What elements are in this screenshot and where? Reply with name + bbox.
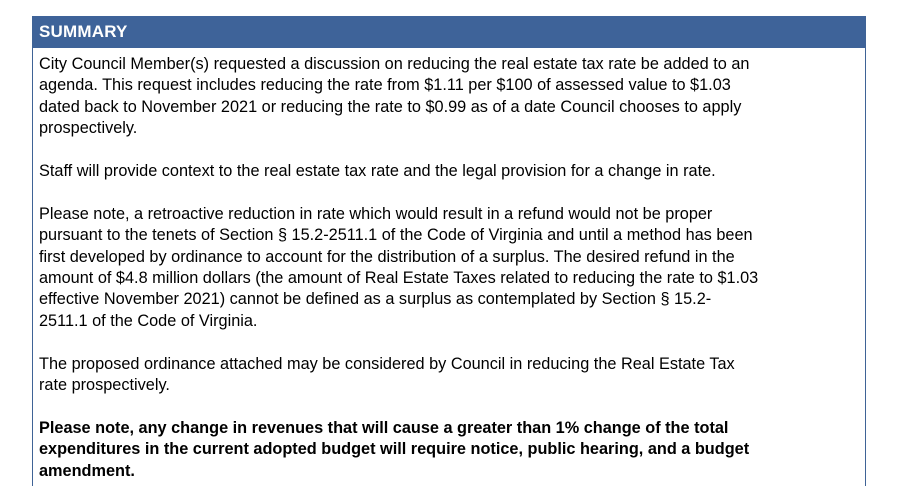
paragraph-retroactive-note: Please note, a retroactive reduction in rate which would result in a refund would not be proper pursuant to the tenets of Section § 15.2-2511.1 of the Code of Virginia and until a method has been first developed by ordinance to account for the distribution of a surplus. The desired refund in the amount of $4.8 million dollars (the amount of Real Estate Taxes related to reducing the rate to $1.03 effective November 2021) cannot be defined as a surplus as contemplated by Section § 15.2- 2511.1 of the Code of Virginia. <box>39 204 759 330</box>
paragraph-request: City Council Member(s) requested a discussion on reducing the real estate tax rate be added to an agenda. This request includes reducing the rate from $1.11 per $100 of assessed value to $1.03 dated back to November 2021 or reducing the rate to $0.99 as of a date Council chooses to apply prospectively. <box>39 55 750 138</box>
paragraph-budget-notice: Please note, any change in revenues that will cause a greater than 1% change of the total expenditures in the current adopted budget will require notice, public hearing, and a budget amendment. <box>39 418 750 480</box>
paragraph-staff-context: Staff will provide context to the real estate tax rate and the legal provision for a change in rate. <box>39 162 716 181</box>
section-header: SUMMARY <box>33 16 865 48</box>
paragraph-proposed-ordinance: The proposed ordinance attached may be considered by Council in reducing the Real Estate Tax rate prospectively. <box>39 354 735 395</box>
summary-section <box>32 16 866 486</box>
section-body <box>33 48 865 482</box>
